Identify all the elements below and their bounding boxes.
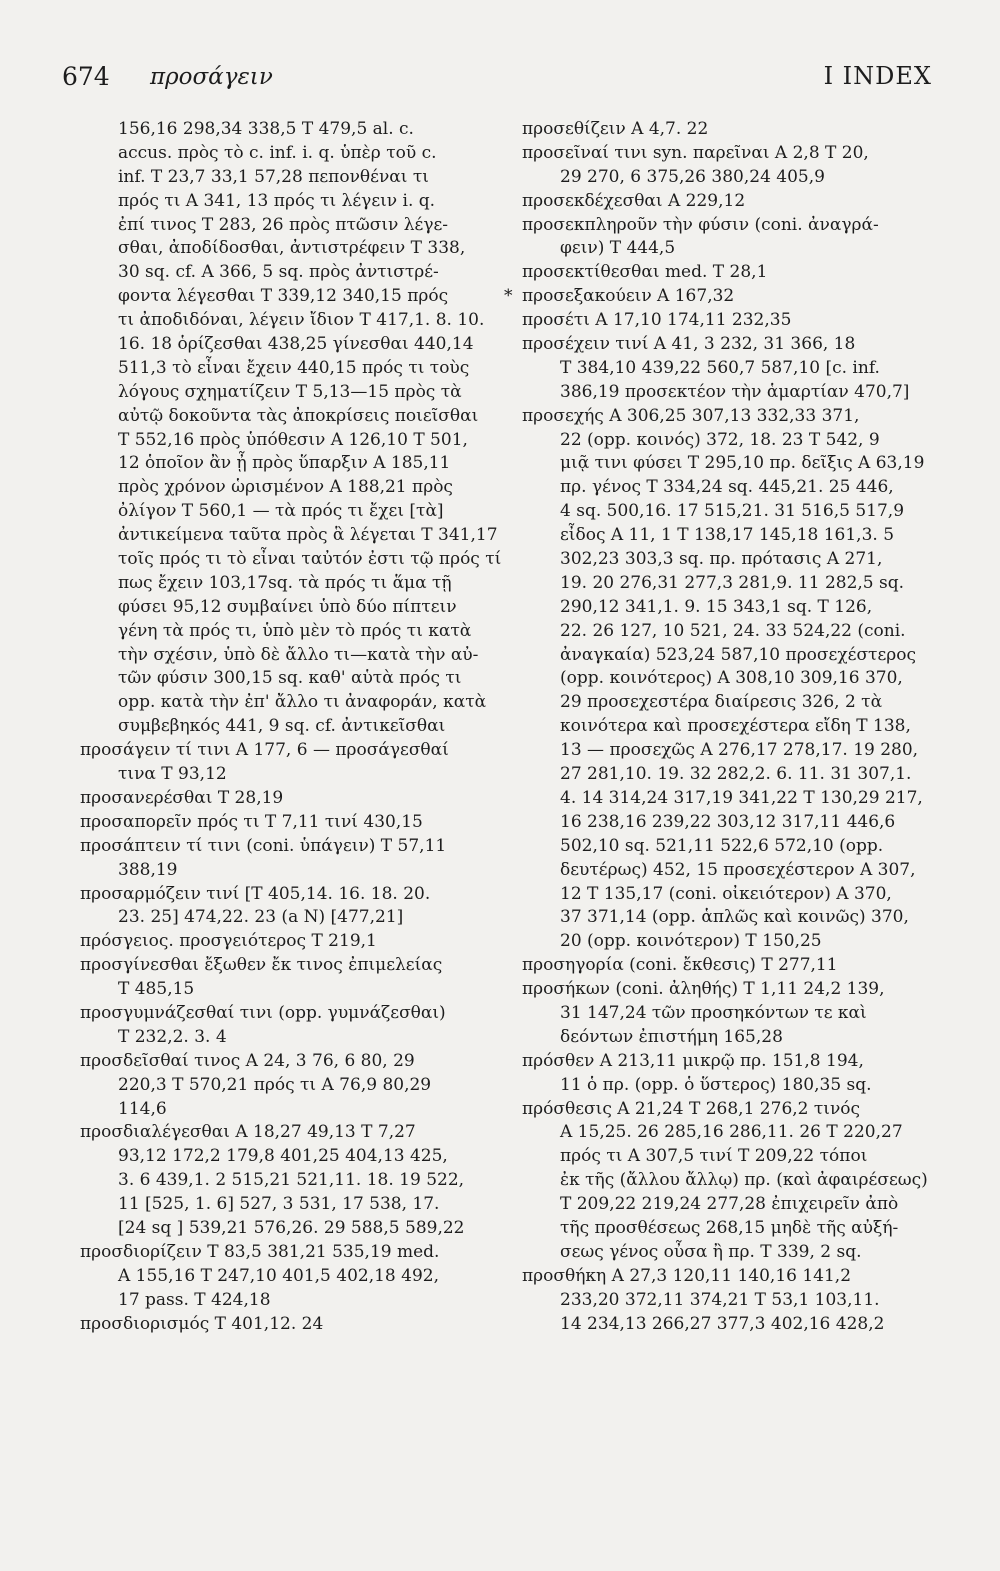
index-entry-continuation-line bbox=[522, 452, 942, 476]
index-entry-headword-line bbox=[522, 978, 942, 1002]
index-entry-continuation-line bbox=[522, 739, 942, 763]
line-text: προσάπτειν τί τινι (coni. ὑπάγειν) T 57,11 bbox=[80, 835, 447, 856]
line-text: 386,19 προσεκτέον τὴν ἁμαρτίαν 470,7] bbox=[560, 381, 910, 402]
line-text: αὐτῷ δοκοῦντα τὰς ἀποκρίσεις ποιεῖσθαι bbox=[118, 405, 479, 426]
index-entry-continuation-line bbox=[522, 691, 942, 715]
running-head: προσάγειν bbox=[150, 64, 273, 90]
line-text: προσδεῖσθαί τινος A 24, 3 76, 6 80, 29 bbox=[80, 1050, 415, 1071]
line-text: μιᾷ τινι φύσει T 295,10 πρ. δεῖξις A 63,19 bbox=[560, 453, 925, 474]
line-text: προσγυμνάζεσθαί τινι (opp. γυμνάζεσθαι) bbox=[80, 1002, 446, 1023]
left-column bbox=[80, 118, 502, 1336]
line-text: 16. 18 ὁρίζεσθαι 438,25 γίνεσθαι 440,14 bbox=[118, 334, 474, 355]
line-text: πρός τι A 341, 13 πρός τι λέγειν i. q. bbox=[118, 190, 436, 211]
index-entry-headword-line bbox=[522, 1265, 942, 1289]
line-text: A 15,25. 26 285,16 286,11. 26 T 220,27 bbox=[560, 1122, 903, 1143]
index-entry-headword-line bbox=[80, 787, 495, 811]
line-text: 388,19 bbox=[118, 859, 178, 880]
line-text: πρὸς χρόνον ὡρισμένον A 188,21 πρὸς bbox=[118, 477, 453, 498]
index-entry-continuation-line bbox=[80, 620, 495, 644]
index-entry-headword-line bbox=[522, 1050, 942, 1074]
line-text: accus. πρὸς τὸ c. inf. i. q. ὑπὲρ τοῦ c. bbox=[118, 142, 437, 163]
line-text: προσεῖναί τινι syn. παρεῖναι A 2,8 T 20, bbox=[522, 142, 869, 163]
index-entry-headword-line bbox=[80, 835, 495, 859]
index-entry-continuation-line bbox=[80, 1289, 495, 1313]
line-text: πρόσγειος. προσγειότερος T 219,1 bbox=[80, 931, 377, 952]
line-text: ἀντικείμενα ταῦτα πρὸς ἃ λέγεται T 341,17 bbox=[118, 525, 498, 546]
index-entry-continuation-line bbox=[522, 930, 942, 954]
index-entry-continuation-line bbox=[80, 405, 495, 429]
index-entry-headword-line bbox=[80, 883, 495, 907]
index-entry-continuation-line bbox=[80, 691, 495, 715]
line-text: πρός τι A 307,5 τινί T 209,22 τόποι bbox=[560, 1146, 868, 1167]
index-entry-continuation-line bbox=[80, 524, 498, 548]
index-entry-continuation-line bbox=[80, 166, 495, 190]
line-text: δευτέρως) 452, 15 προσεχέστερον A 307, bbox=[560, 859, 916, 880]
index-entry-continuation-line bbox=[80, 978, 495, 1002]
index-entry-continuation-line bbox=[522, 237, 942, 261]
index-entry-headword-line bbox=[80, 739, 495, 763]
index-entry-continuation-line bbox=[522, 381, 942, 405]
line-text: τὴν σχέσιν, ὑπὸ δὲ ἄλλο τι—κατὰ τὴν αὐ- bbox=[118, 644, 479, 665]
index-entry-continuation-line bbox=[522, 811, 942, 835]
line-text: πρόσθεσις A 21,24 T 268,1 276,2 τινός bbox=[522, 1098, 861, 1119]
line-text: 502,10 sq. 521,11 522,6 572,10 (opp. bbox=[560, 835, 884, 856]
index-entry-continuation-line bbox=[80, 1193, 495, 1217]
index-entry-continuation-line bbox=[80, 1145, 495, 1169]
line-text: [24 sq ] 539,21 576,26. 29 588,5 589,22 bbox=[118, 1217, 465, 1238]
line-text: ἐπί τινος T 283, 26 πρὸς πτῶσιν λέγε- bbox=[118, 214, 449, 235]
page-number: 674 bbox=[62, 62, 110, 91]
line-text: δεόντων ἐπιστήμη 165,28 bbox=[560, 1026, 783, 1047]
index-entry-continuation-line bbox=[522, 883, 942, 907]
line-text: 22. 26 127, 10 521, 24. 33 524,22 (coni. bbox=[560, 620, 906, 641]
line-text: προσέτι A 17,10 174,11 232,35 bbox=[522, 310, 792, 331]
index-entry-headword-line bbox=[80, 930, 495, 954]
index-entry-headword-line bbox=[80, 1050, 495, 1074]
index-entry-continuation-line bbox=[522, 1289, 942, 1313]
line-text: προσδιορίζειν T 83,5 381,21 535,19 med. bbox=[80, 1241, 440, 1262]
line-text: προσγίνεσθαι ἔξωθεν ἔκ τινος ἐπιμελείας bbox=[80, 955, 443, 976]
line-text: 220,3 T 570,21 πρός τι A 76,9 80,29 bbox=[118, 1074, 432, 1095]
line-text: τι ἀποδιδόναι, λέγειν ἴδιον T 417,1. 8. 10. bbox=[118, 310, 485, 331]
right-column bbox=[504, 118, 942, 1336]
line-text: τινα T 93,12 bbox=[118, 764, 227, 785]
index-entry-headword-line bbox=[522, 190, 942, 214]
index-entry-continuation-line bbox=[522, 476, 942, 500]
line-text: προσεκπληροῦν τὴν φύσιν (coni. ἀναγρά- bbox=[522, 214, 879, 235]
index-entry-headword-line bbox=[80, 1002, 495, 1026]
line-text: προσεξακούειν A 167,32 bbox=[522, 286, 735, 307]
line-text: τοῖς πρός τι τὸ εἶναι ταὐτόν ἐστι τῷ πρός τί bbox=[118, 549, 502, 570]
line-text: 4. 14 314,24 317,19 341,22 T 130,29 217, bbox=[560, 787, 923, 808]
line-text: εἶδος A 11, 1 T 138,17 145,18 161,3. 5 bbox=[560, 525, 895, 546]
line-text: T 209,22 219,24 277,28 ἐπιχειρεῖν ἀπὸ bbox=[560, 1194, 899, 1215]
index-entry-headword-line bbox=[80, 811, 495, 835]
index-entry-continuation-line bbox=[80, 309, 495, 333]
index-entry-continuation-line bbox=[522, 644, 942, 668]
index-entry-headword-line bbox=[522, 309, 942, 333]
line-text: ὀλίγον T 560,1 — τὰ πρός τι ἔχει [τὰ] bbox=[118, 501, 444, 522]
index-entry-continuation-line bbox=[522, 596, 942, 620]
line-text: 17 pass. T 424,18 bbox=[118, 1289, 271, 1310]
index-entry-continuation-line bbox=[522, 500, 942, 524]
line-text: πρόσθεν A 213,11 μικρῷ πρ. 151,8 194, bbox=[522, 1050, 864, 1071]
index-entry-continuation-line bbox=[522, 835, 942, 859]
line-text: προσδιαλέγεσθαι A 18,27 49,13 T 7,27 bbox=[80, 1122, 416, 1143]
index-entry-continuation-line bbox=[80, 715, 495, 739]
index-entry-continuation-line bbox=[522, 715, 942, 739]
line-text: 4 sq. 500,16. 17 515,21. 31 516,5 517,9 bbox=[560, 501, 905, 522]
line-text: σεως γένος οὖσα ἢ πρ. T 339, 2 sq. bbox=[560, 1241, 862, 1262]
line-text: 19. 20 276,31 277,3 281,9. 11 282,5 sq. bbox=[560, 572, 905, 593]
index-entry-continuation-line bbox=[522, 763, 942, 787]
index-entry-headword-line bbox=[522, 1098, 942, 1122]
index-entry-continuation-line bbox=[522, 1217, 942, 1241]
index-entry-continuation-line bbox=[522, 1241, 942, 1265]
line-text: προσεκτίθεσθαι med. T 28,1 bbox=[522, 262, 768, 283]
index-entry-headword-line bbox=[522, 405, 942, 429]
index-entry-continuation-line bbox=[80, 859, 495, 883]
line-text: προσηγορία (coni. ἔκθεσις) T 277,11 bbox=[522, 955, 838, 976]
index-entry-continuation-line bbox=[80, 1217, 495, 1241]
line-text: φύσει 95,12 συμβαίνει ὑπὸ δύο πίπτειν bbox=[118, 596, 457, 617]
line-text: 13 — προσεχῶς A 276,17 278,17. 19 280, bbox=[560, 740, 919, 761]
index-entry-continuation-line bbox=[522, 429, 942, 453]
line-text: 37 371,14 (opp. ἁπλῶς καὶ κοινῶς) 370, bbox=[560, 907, 909, 928]
line-text: (opp. κοινότερος) A 308,10 309,16 370, bbox=[560, 668, 903, 689]
index-entry-continuation-line bbox=[522, 1145, 942, 1169]
index-entry-headword-line bbox=[522, 142, 942, 166]
index-entry-headword-line bbox=[80, 1313, 495, 1337]
line-text: A 155,16 T 247,10 401,5 402,18 492, bbox=[118, 1265, 440, 1286]
line-text: 114,6 bbox=[118, 1098, 167, 1119]
index-entry-continuation-line bbox=[80, 763, 495, 787]
line-text: 27 281,10. 19. 32 282,2. 6. 11. 31 307,1. bbox=[560, 764, 912, 785]
line-text: 233,20 372,11 374,21 T 53,1 103,11. bbox=[560, 1289, 880, 1310]
line-text: 23. 25] 474,22. 23 (a N) [477,21] bbox=[118, 907, 404, 928]
line-text: T 552,16 πρὸς ὑπόθεσιν A 126,10 T 501, bbox=[118, 429, 468, 450]
index-entry-continuation-line bbox=[80, 261, 495, 285]
line-text: σθαι, ἀποδίδοσθαι, ἀντιστρέφειν T 338, bbox=[118, 238, 466, 259]
line-text: φοντα λέγεσθαι T 339,12 340,15 πρός bbox=[118, 286, 449, 307]
line-text: γένη τὰ πρός τι, ὑπὸ μὲν τὸ πρός τι κατὰ bbox=[118, 620, 472, 641]
index-entry-headword-line bbox=[80, 954, 495, 978]
line-text: 156,16 298,34 338,5 T 479,5 al. c. bbox=[118, 119, 414, 139]
line-text: 302,23 303,3 sq. πρ. πρότασις A 271, bbox=[560, 549, 883, 570]
line-text: T 232,2. 3. 4 bbox=[118, 1026, 227, 1047]
line-text: 30 sq. cf. A 366, 5 sq. πρὸς ἀντιστρέ- bbox=[118, 262, 439, 283]
index-entry-continuation-line bbox=[522, 906, 942, 930]
index-entry-headword-line bbox=[504, 285, 942, 309]
index-entry-continuation-line bbox=[80, 572, 495, 596]
line-text: inf. T 23,7 33,1 57,28 πεπονθέναι τι bbox=[118, 166, 429, 187]
line-text: προσδιορισμός T 401,12. 24 bbox=[80, 1313, 324, 1334]
index-entry-continuation-line bbox=[522, 524, 942, 548]
index-entry-continuation-line bbox=[522, 357, 942, 381]
index-entry-continuation-line bbox=[80, 906, 495, 930]
index-entry-continuation-line bbox=[80, 142, 495, 166]
line-text: 20 (opp. κοινότερον) T 150,25 bbox=[560, 931, 822, 952]
index-entry-continuation-line bbox=[80, 285, 495, 309]
line-text: προσήκων (coni. ἀληθής) T 1,11 24,2 139, bbox=[522, 979, 885, 1000]
line-text: 11 [525, 1. 6] 527, 3 531, 17 538, 17. bbox=[118, 1194, 440, 1215]
line-text: λόγους σχηματίζειν T 5,13—15 πρὸς τὰ bbox=[118, 381, 462, 402]
index-entry-continuation-line bbox=[80, 333, 495, 357]
asterisk-mark: * bbox=[504, 286, 513, 307]
index-entry-continuation-line bbox=[80, 1098, 495, 1122]
index-entry-headword-line bbox=[522, 261, 942, 285]
index-entry-continuation-line bbox=[80, 118, 495, 142]
index-entry-continuation-line bbox=[522, 1121, 942, 1145]
index-entry-continuation-line bbox=[80, 357, 495, 381]
index-entry-continuation-line bbox=[80, 381, 495, 405]
index-entry-continuation-line bbox=[80, 1026, 495, 1050]
index-entry-continuation-line bbox=[80, 1074, 495, 1098]
index-entry-continuation-line bbox=[80, 548, 502, 572]
line-text: προσεκδέχεσθαι A 229,12 bbox=[522, 190, 746, 211]
index-entry-continuation-line bbox=[522, 572, 942, 596]
index-entry-continuation-line bbox=[80, 429, 495, 453]
section-title: I INDEX bbox=[823, 62, 932, 90]
line-text: προσανερέσθαι T 28,19 bbox=[80, 787, 284, 808]
index-entry-headword-line bbox=[80, 1121, 495, 1145]
index-entry-continuation-line bbox=[522, 166, 942, 190]
line-text: προσεχής A 306,25 307,13 332,33 371, bbox=[522, 405, 860, 426]
line-text: T 485,15 bbox=[118, 979, 195, 1000]
index-entry-headword-line bbox=[80, 1241, 495, 1265]
line-text: 16 238,16 239,22 303,12 317,11 446,6 bbox=[560, 811, 896, 832]
page-header bbox=[62, 62, 932, 102]
index-entry-continuation-line bbox=[80, 237, 495, 261]
line-text: προσάγειν τί τινι A 177, 6 — προσάγεσθαί bbox=[80, 740, 449, 761]
index-entry-continuation-line bbox=[80, 644, 495, 668]
index-entry-continuation-line bbox=[522, 1002, 942, 1026]
line-text: προσθήκη A 27,3 120,11 140,16 141,2 bbox=[522, 1265, 852, 1286]
line-text: προσαρμόζειν τινί [T 405,14. 16. 18. 20. bbox=[80, 883, 431, 904]
line-text: T 384,10 439,22 560,7 587,10 [c. inf. bbox=[560, 357, 880, 378]
line-text: 3. 6 439,1. 2 515,21 521,11. 18. 19 522, bbox=[118, 1170, 465, 1191]
index-entry-headword-line bbox=[522, 214, 942, 238]
line-text: 14 234,13 266,27 377,3 402,16 428,2 bbox=[560, 1313, 885, 1334]
line-text: 29 προσεχεστέρα διαίρεσις 326, 2 τὰ bbox=[560, 692, 883, 713]
index-entry-continuation-line bbox=[522, 1074, 942, 1098]
line-text: τῶν φύσιν 300,15 sq. καθ' αὑτὰ πρός τι bbox=[118, 668, 462, 689]
line-text: 29 270, 6 375,26 380,24 405,9 bbox=[560, 166, 825, 187]
index-entry-continuation-line bbox=[80, 214, 495, 238]
line-text: τῆς προσθέσεως 268,15 μηδὲ τῆς αὐξή- bbox=[560, 1217, 899, 1238]
line-text: 31 147,24 τῶν προσηκόντων τε καὶ bbox=[560, 1002, 867, 1023]
index-entry-continuation-line bbox=[522, 1313, 942, 1337]
index-entry-continuation-line bbox=[522, 620, 942, 644]
index-entry-continuation-line bbox=[80, 500, 495, 524]
index-entry-continuation-line bbox=[522, 859, 942, 883]
line-text: 22 (opp. κοινός) 372, 18. 23 T 542, 9 bbox=[560, 429, 880, 450]
index-entry-headword-line bbox=[522, 118, 942, 142]
index-entry-continuation-line bbox=[522, 548, 942, 572]
line-text: 290,12 341,1. 9. 15 343,1 sq. T 126, bbox=[560, 596, 873, 617]
line-text: 12 ὁποῖον ἂν ᾖ πρὸς ὕπαρξιν A 185,11 bbox=[118, 453, 451, 474]
line-text: 511,3 τὸ εἶναι ἔχειν 440,15 πρός τι τοὺς bbox=[118, 357, 470, 378]
index-entry-continuation-line bbox=[80, 1265, 495, 1289]
line-text: 93,12 172,2 179,8 401,25 404,13 425, bbox=[118, 1146, 448, 1167]
line-text: 12 T 135,17 (coni. οἰκειότερον) A 370, bbox=[560, 883, 892, 904]
index-entry-continuation-line bbox=[522, 667, 942, 691]
index-entry-continuation-line bbox=[80, 190, 495, 214]
line-text: ἀναγκαία) 523,24 587,10 προσεχέστερος bbox=[560, 644, 917, 665]
index-entry-continuation-line bbox=[522, 1193, 942, 1217]
line-text: 11 ὁ πρ. (opp. ὁ ὕστερος) 180,35 sq. bbox=[560, 1074, 872, 1095]
index-entry-continuation-line bbox=[522, 1169, 942, 1193]
index-entry-continuation-line bbox=[522, 1026, 942, 1050]
line-text: προσέχειν τινί A 41, 3 232, 31 366, 18 bbox=[522, 334, 856, 355]
index-entry-continuation-line bbox=[522, 787, 942, 811]
line-text: συμβεβηκός 441, 9 sq. cf. ἀντικεῖσθαι bbox=[118, 716, 446, 737]
index-entry-headword-line bbox=[522, 954, 942, 978]
line-text: προσαπορεῖν πρός τι T 7,11 τινί 430,15 bbox=[80, 811, 423, 832]
line-text: ἐκ τῆς (ἄλλου ἄλλῳ) πρ. (καὶ ἀφαιρέσεως) bbox=[560, 1170, 928, 1191]
line-text: πρ. γένος T 334,24 sq. 445,21. 25 446, bbox=[560, 477, 894, 498]
line-text: πως ἔχειν 103,17sq. τὰ πρός τι ἅμα τῇ bbox=[118, 572, 452, 593]
line-text: opp. κατὰ τὴν ἐπ' ἄλλο τι ἀναφοράν, κατὰ bbox=[118, 692, 487, 713]
line-text: φειν) T 444,5 bbox=[560, 238, 676, 259]
index-entry-continuation-line bbox=[80, 476, 495, 500]
line-text: κοινότερα καὶ προσεχέστερα εἴδη T 138, bbox=[560, 716, 911, 737]
index-entry-headword-line bbox=[522, 333, 942, 357]
index-entry-continuation-line bbox=[80, 596, 495, 620]
index-entry-continuation-line bbox=[80, 1169, 495, 1193]
index-entry-continuation-line bbox=[80, 452, 495, 476]
index-entry-continuation-line bbox=[80, 667, 495, 691]
line-text: προσεθίζειν A 4,7. 22 bbox=[522, 119, 709, 139]
